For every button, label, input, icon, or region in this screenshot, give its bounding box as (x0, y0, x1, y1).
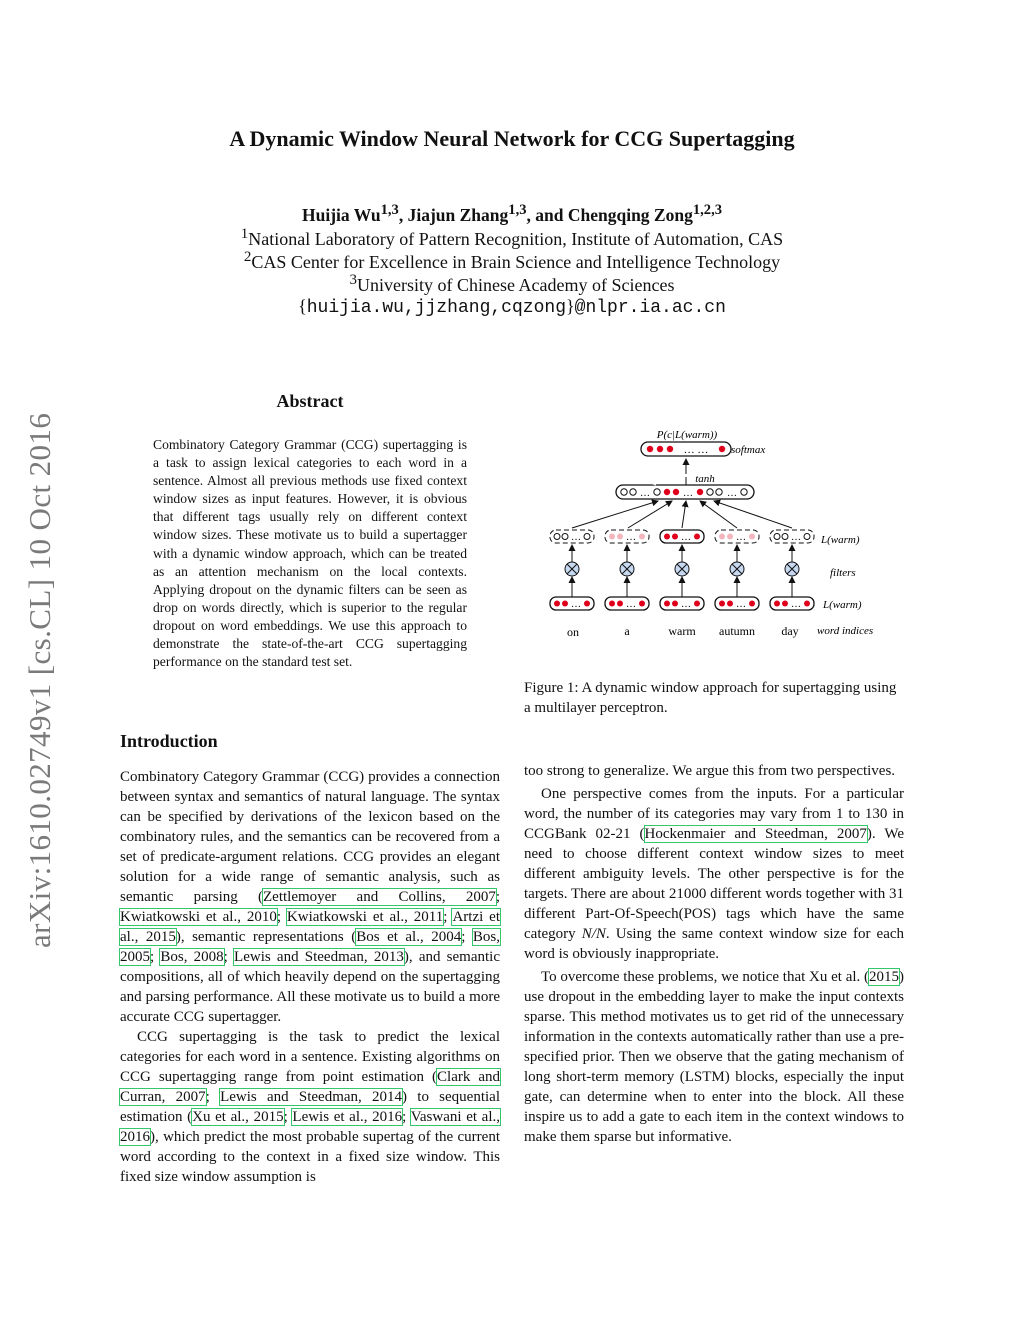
masked-embeddings (550, 530, 814, 543)
label-tanh: tanh (695, 473, 715, 485)
math-category: N/N (581, 926, 606, 942)
affiliation-text: National Laboratory of Pattern Recognition, Institute of Automation, CAS (248, 229, 784, 249)
right-paragraph-3: To overcome these problems, we notice that Xu et al. (2015) use dropout in the embedding layer to make the input contexts sparse. This method motivates us to get rid of the unnecessary information in the contexts automatically rather than use a pre-specified prior. Then we observe that the gating mechanism of long short-term memory (LSTM) blocks, especially the input gate, can determine when to enter into the block. All these inspire us to add a gate to each item in the context windows to make them sparse but informative. (524, 969, 905, 1145)
email-domain: @nlpr.ia.ac.cn (574, 298, 726, 318)
author-name: Huijia Wu (302, 204, 381, 225)
abstract-text: Combinatory Category Grammar (CCG) supertagging is a task to assign lexical categories to each word in a sentence. Almost all previous methods use fixed context window sizes as input features. However, it is obvious that different tags usually rely on different context window sizes. These motivate us to build a supertagger with a dynamic window approach, which can be treated as an attention mechanism on the local contexts. Applying dropout on the dynamic filters can be seen as drop on words directly, which is superior to the regular dropout on word embeddings. We use this approach to demonstrate the state-of-the-art CCG supertagging performance on the standard test set. (153, 437, 467, 670)
svg-text:…: … (681, 599, 691, 610)
affiliation-number: 1 (240, 226, 249, 242)
citation-link[interactable]: Lewis and Steedman, 2014 (220, 1089, 403, 1105)
intro-paragraph-1: Combinatory Category Grammar (CCG) provides a connection between syntax and semantics of natural language. The syntax can be specified by derivations of the lexicon based on the combinatory rules, and the semantics can be recovered from a set of predicate-argument relations. CCG provides an elegant solution for a wide range of semantic analysis, such as semantic parsing (Zettlemoyer and Collins, 2007; Kwiatkowski et al., 2010; Kwiatkowski et al., 2011; Artzi et al., 2015), semantic representations (Bos et al., 2004; Bos, 2005; Bos, 2008; Lewis and Steedman, 2013), and semantic compositions, all of which heavily depend on the supertagging and parsing performance. All these motivate us to build a more accurate CCG supertagger. (120, 769, 501, 1025)
svg-text:…: … (736, 532, 746, 543)
abstract-heading: Abstract (276, 391, 344, 411)
word-label: on (567, 625, 579, 639)
word-embeddings (550, 597, 814, 610)
svg-text:…: … (736, 599, 746, 610)
svg-text:…: … (626, 532, 636, 543)
affiliation-1 (0, 226, 1024, 250)
right-column-body (524, 761, 904, 1147)
affiliation-text: CAS Center for Excellence in Brain Science and Intelligence Technology (251, 252, 781, 272)
label-filters: filters (830, 567, 856, 579)
citation-link[interactable]: Clark and Curran, 2007 (120, 1069, 500, 1105)
svg-text:…: … (640, 488, 650, 499)
affiliation-number: 3 (349, 272, 358, 288)
word-label: warm (668, 624, 696, 638)
citation-link[interactable]: Kwiatkowski et al., 2010 (120, 909, 277, 925)
citation-link[interactable]: Zettlemoyer and Collins, 2007 (263, 889, 496, 905)
citation-link[interactable]: Kwiatkowski et al., 2011 (286, 909, 444, 925)
label-softmax: softmax (731, 444, 766, 456)
author-superscript: 1,3 (380, 202, 399, 218)
author-name: and Chengqing Zong (535, 204, 693, 225)
citation-link[interactable]: Artzi et al., 2015 (120, 909, 501, 945)
filter-nodes (565, 545, 799, 597)
affiliation-number: 2 (243, 249, 252, 265)
svg-text:…: … (791, 599, 801, 610)
right-paragraph-1: too strong to generalize. We argue this from two perspectives. (524, 763, 896, 779)
citation-link[interactable]: Bos, 2005 (120, 929, 501, 965)
word-label: day (781, 624, 799, 638)
svg-text:…: … (683, 488, 693, 499)
word-label: a (624, 624, 630, 638)
svg-text:…: … (681, 532, 691, 543)
citation-link[interactable]: Lewis and Steedman, 2013 (234, 949, 404, 965)
arxiv-side-label: arXiv:1610.02749v1 [cs.CL] 10 Oct 2016 (22, 412, 57, 948)
label-masked-embedding: L(warm) (821, 534, 860, 546)
paper-title: A Dynamic Window Neural Network for CCG Supertagging (229, 126, 795, 151)
label-embedding: L(warm) (823, 599, 862, 611)
affiliation-text: University of Chinese Academy of Sciences (357, 275, 675, 295)
author-name: Jiajun Zhang (407, 204, 509, 225)
svg-text:…: … (626, 599, 636, 610)
svg-text:…: … (571, 532, 581, 543)
affiliation-2 (0, 249, 1024, 273)
author-superscript: 1,3 (508, 202, 527, 218)
intro-paragraph-2: CCG supertagging is the task to predict the lexical categories for each word in a sentence. Existing algorithms on CCG supertagging range from point estimation (Clark and Curran, 2007; Lewis and Steedman, 2014) to sequential estimation (Xu et al., 2015; Lewis et al., 2016; Vaswani et al., 2016), which predict the most probable supertag of the current word according to the context in a fixed size window. This fixed size window assumption is (120, 1029, 500, 1185)
citation-link[interactable]: Xu et al., 2015 (192, 1109, 284, 1125)
citation-link[interactable]: Bos, 2008 (160, 949, 224, 965)
citation-link[interactable]: Bos et al., 2004 (356, 929, 462, 945)
svg-text:…: … (791, 532, 801, 543)
citation-link[interactable]: Hockenmaier and Steedman, 2007 (644, 826, 867, 842)
affiliation-3 (0, 272, 1024, 296)
author-emails: {huijia.wu,jjzhang,cqzong}@nlpr.ia.ac.cn (298, 296, 726, 318)
citation-link[interactable]: Lewis et al., 2016 (292, 1109, 403, 1125)
email-users: huijia.wu,jjzhang,cqzong (306, 298, 566, 318)
citation-link[interactable]: Vaswani et al., 2016 (120, 1109, 500, 1145)
left-column-body (120, 767, 500, 1187)
label-word-indices: word indices (817, 625, 874, 637)
svg-text:…: … (571, 599, 581, 610)
softmax-ellipsis: … … (683, 444, 709, 456)
authors-line: Huijia Wu$^{1,3}$, Jiajun Zhang$^{1,3}$, and Chengqing Zong$^{1,2,3}$ (302, 202, 722, 225)
introduction-heading: Introduction (120, 731, 218, 751)
author-superscript: 1,2,3 (692, 202, 722, 218)
label-probability: P(c|L(warm)) (656, 429, 718, 441)
right-paragraph-2: One perspective comes from the inputs. For a particular word, the number of its categories may vary from 1 to 130 in CCGBank 02-21 (Hockenmaier and Steedman, 2007). We need to choose different context window sizes to meet different ambiguity levels. The other perspective is for the targets. There are about 21000 different words together with 31 different Part-Of-Speech(POS) tags which have the same category N/N. Using the same context window size for each word is obviously inappropriate. (524, 786, 905, 962)
word-label: autumn (719, 624, 755, 638)
figure-caption: Figure 1: A dynamic window approach for supertagging using a multilayer perceptron. (524, 680, 897, 716)
citation-link[interactable]: 2015 (869, 969, 900, 985)
figure-1-diagram (540, 420, 910, 655)
svg-text:…: … (727, 488, 737, 499)
